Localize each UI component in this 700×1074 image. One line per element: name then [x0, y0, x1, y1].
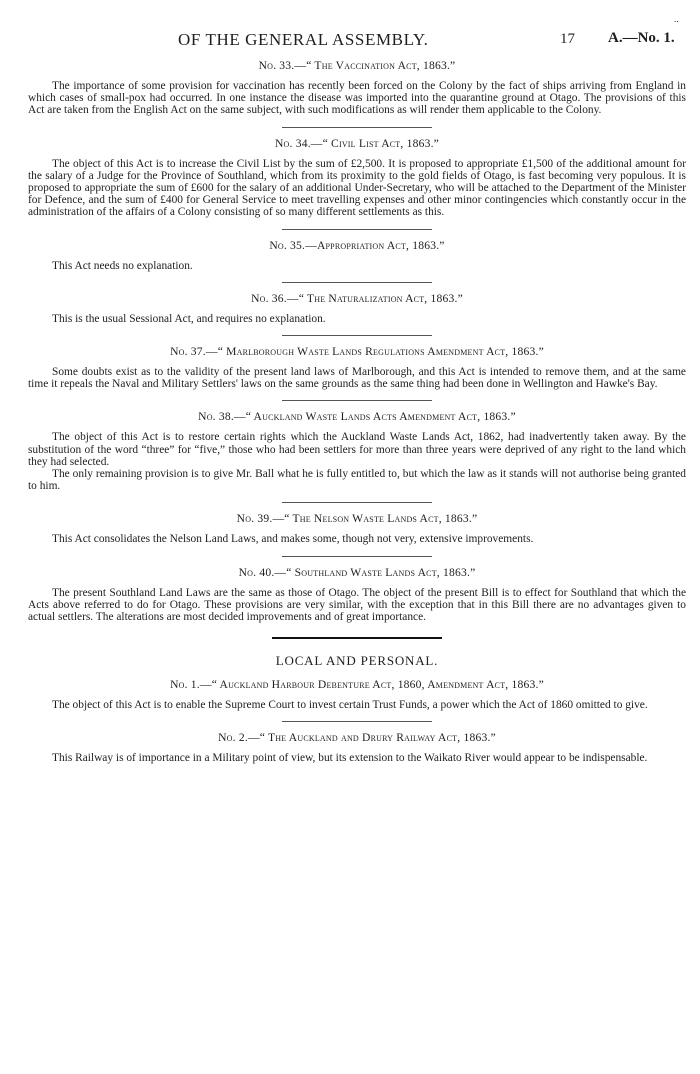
act-title: No. 37.—“ Marlborough Waste Lands Regulations Amendment Act, 1863.”: [170, 345, 544, 359]
act-paragraph: This Act needs no explanation.: [52, 259, 193, 272]
act-title: No. 38.—“ Auckland Waste Lands Acts Amendment Act, 1863.”: [198, 410, 516, 424]
section-divider: [282, 127, 432, 128]
running-title: OF THE GENERAL ASSEMBLY.: [178, 30, 429, 49]
act-title: No. 33.—“ The Vaccination Act, 1863.”: [258, 59, 456, 72]
page-number: 17: [560, 31, 575, 47]
act-section: [28, 410, 686, 492]
corner-mark: ..: [674, 14, 679, 24]
act-title: No. 2.—“ The Auckland and Drury Railway Act, 1863.”: [218, 731, 496, 745]
act-paragraph: The only remaining provision is to give Mr. Ball what he is fully entitled to, but which the law as it stands will not authorise being granted to him.: [28, 468, 686, 493]
act-section: [28, 731, 686, 764]
act-paragraph: Some doubts exist as to the validity of the present land laws of Marlborough, and this Act is intended to remove them, and at the same time it repeals the Naval and Military Settlers' laws on the same grounds as the same thing had been done in Wellington and Hawke's Bay.: [28, 366, 686, 391]
section-divider: [282, 400, 432, 401]
act-section: [28, 239, 686, 272]
act-paragraph: The object of this Act is to increase the Civil List by the sum of £2,500. It is proposed to appropriate £1,500 of the additional amount for the salary of a Judge for the Province of Southland, which from its proximity to the gold fields of Otago, is fast becoming very populous. It is proposed to appropriate the sum of £600 for the salary of an additional Under-Secretary, who will be attached to the Department of the Minister for Defence, and the sum of £400 for General Service to meet travelling expenses and other minor contingencies which constantly occur in the administration of the affairs of a Colony consisting of so many different settlements as this.: [28, 157, 686, 219]
act-paragraph: This is the usual Sessional Act, and requires no explanation.: [52, 312, 326, 325]
section-divider: [282, 229, 432, 230]
act-paragraph: This Railway is of importance in a Military point of view, but its extension to the Waikato River would appear to be indispensable.: [52, 752, 648, 765]
section-divider-thick: [272, 637, 442, 639]
act-title: No. 40.—“ Southland Waste Lands Act, 1863.”: [238, 565, 476, 579]
act-section: [28, 292, 686, 325]
act-title: No. 39.—“ The Nelson Waste Lands Act, 1863.”: [236, 512, 478, 526]
act-section: [28, 678, 686, 711]
act-paragraph: The importance of some provision for vaccination has recently been forced on the Colony by the fact of ships arriving from England in which cases of small-pox had occurred. In one instance the disease was imported into the quarantine ground at Otago. The provisions of this Act are taken from the English Act on the same subject, with such modifications as will render them applicable to the Colony.: [28, 80, 686, 117]
act-paragraph: The present Southland Land Laws are the same as those of Otago. The object of the present Bill is to effect for Southland that which the Acts above referred to do for Otago. These provisions are very similar, with the exception that in this Bill there are no advantages given to actual settlers. The alterations are most decided improvements and of great importance.: [28, 586, 686, 624]
act-paragraph: The object of this Act is to restore certain rights which the Auckland Waste Lands Act, 1862, had inadvertently taken away. By the substitution of the word “three” for “five,” those who had been settlers for more than three years were deprived of any right to the land which they had selected.: [28, 431, 686, 468]
acts-list: [28, 59, 686, 623]
page-header: [28, 14, 686, 50]
section-divider: [282, 502, 432, 503]
act-title: No. 35.—Appropriation Act, 1863.”: [269, 238, 445, 252]
local-acts-list: [28, 678, 686, 764]
section-divider: [282, 335, 432, 336]
section-divider: [282, 282, 432, 283]
section-divider: [282, 556, 432, 557]
act-section: [28, 137, 686, 219]
document-page: [28, 14, 686, 765]
act-section: [28, 345, 686, 390]
act-title: No. 1.—“ Auckland Harbour Debenture Act, 1860, Amendment Act, 1863.”: [170, 678, 544, 692]
act-section: [28, 59, 686, 117]
act-paragraph: The object of this Act is to enable the Supreme Court to invest certain Trust Funds, a power which the Act of 1860 omitted to give.: [52, 699, 648, 712]
document-reference: A.—No. 1.: [608, 30, 675, 46]
act-title: No. 34.—“ Civil List Act, 1863.”: [274, 136, 440, 150]
section-divider: [282, 721, 432, 722]
act-section: [28, 512, 686, 545]
act-section: [28, 566, 686, 624]
local-and-personal-heading: LOCAL AND PERSONAL.: [275, 653, 439, 669]
act-title: No. 36.—“ The Naturalization Act, 1863.”: [251, 291, 463, 305]
act-paragraph: This Act consolidates the Nelson Land Laws, and makes some, though not very, extensive improvements.: [52, 533, 534, 546]
